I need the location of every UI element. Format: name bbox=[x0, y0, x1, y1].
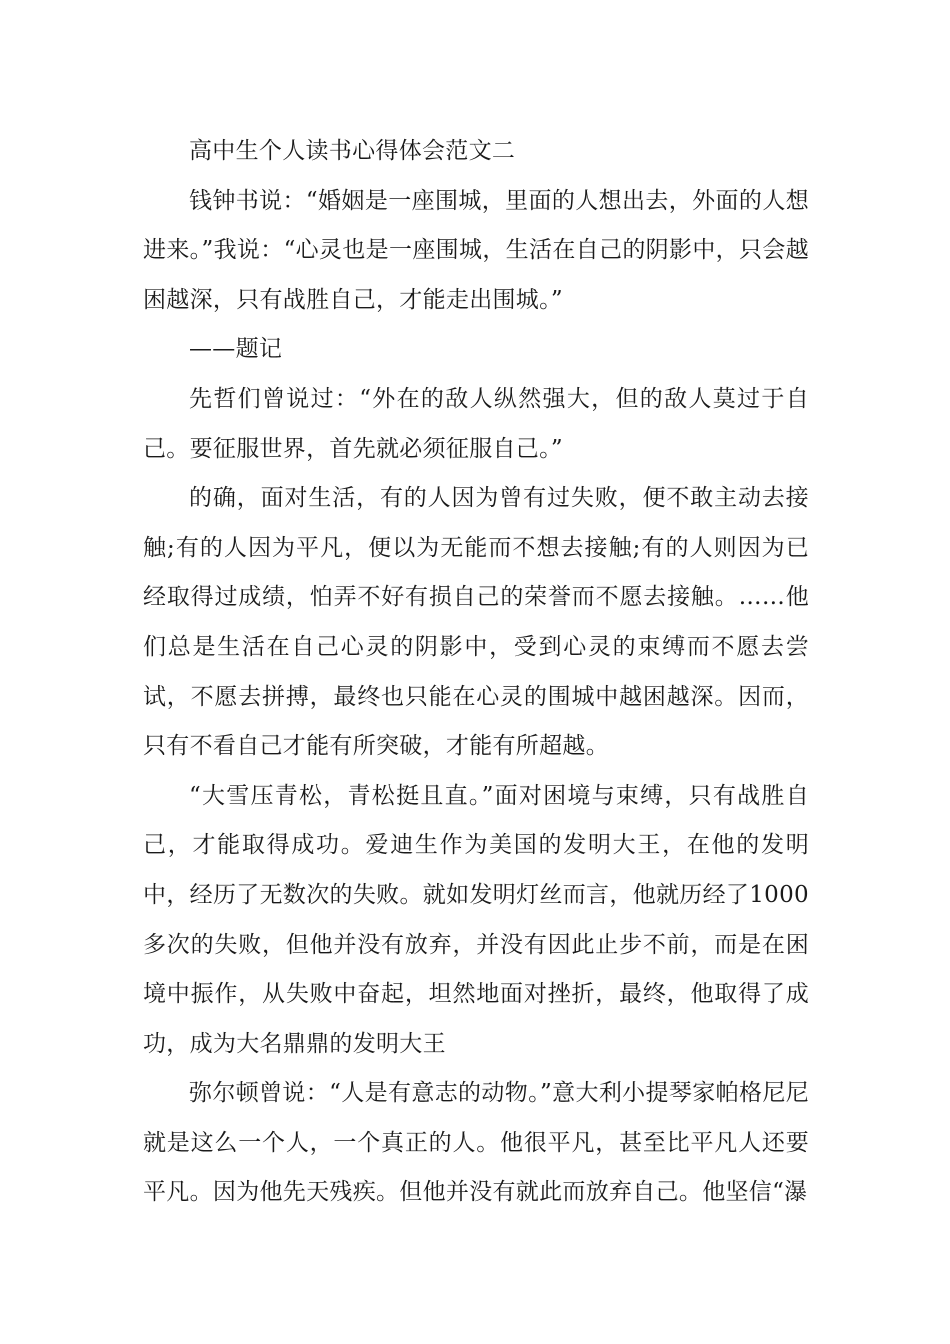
paragraph-edison: “大雪压青松，青松挺且直。”面对困境与束缚，只有战胜自己，才能取得成功。爱迪生作为美国的发明大王，在他的发明中，经历了无数次的失败。就如发明灯丝而言，他就历经了1000多次的失败，但他并没有放弃，并没有因此止步不前，而是在困境中振作，从失败中奋起，坦然地面对挫折，最终，他取得了成功，成为大名鼎鼎的发明大王 bbox=[143, 782, 809, 1057]
paragraph-paganini: 弥尔顿曾说：“人是有意志的动物。”意大利小提琴家帕格尼尼就是这么一个人，一个真正的人。他很平凡，甚至比平凡人还要平凡。因为他先天残疾。但他并没有就此而放弃自己。他坚信“瀑 bbox=[143, 1080, 809, 1206]
document-title: 高中生个人读书心得体会范文二 bbox=[189, 138, 516, 164]
paragraph-life: 的确，面对生活，有的人因为曾有过失败，便不敢主动去接触;有的人因为平凡，便以为无能而不想去接触;有的人则因为已经取得过成绩，怕弄不好有损自己的荣誉而不愿去接触。……他们总是生活在自己心灵的阴影中，受到心灵的束缚而不愿去尝试，不愿去拼搏，最终也只能在心灵的围城中越困越深。因而，只有不看自己才能有所突破，才能有所超越。 bbox=[143, 485, 809, 760]
paragraph-quote-qian: 钱钟书说：“婚姻是一座围城，里面的人想出去，外面的人想进来。”我说：“心灵也是一座围城，生活在自己的阴影中，只会越困越深，只有战胜自己，才能走出围城。” bbox=[143, 187, 809, 313]
paragraph-epigraph: ——题记 bbox=[189, 336, 283, 363]
document-body bbox=[143, 127, 809, 1218]
paragraph-sages: 先哲们曾说过：“外在的敌人纵然强大，但的敌人莫过于自己。要征服世界，首先就必须征服自己。” bbox=[143, 385, 809, 462]
